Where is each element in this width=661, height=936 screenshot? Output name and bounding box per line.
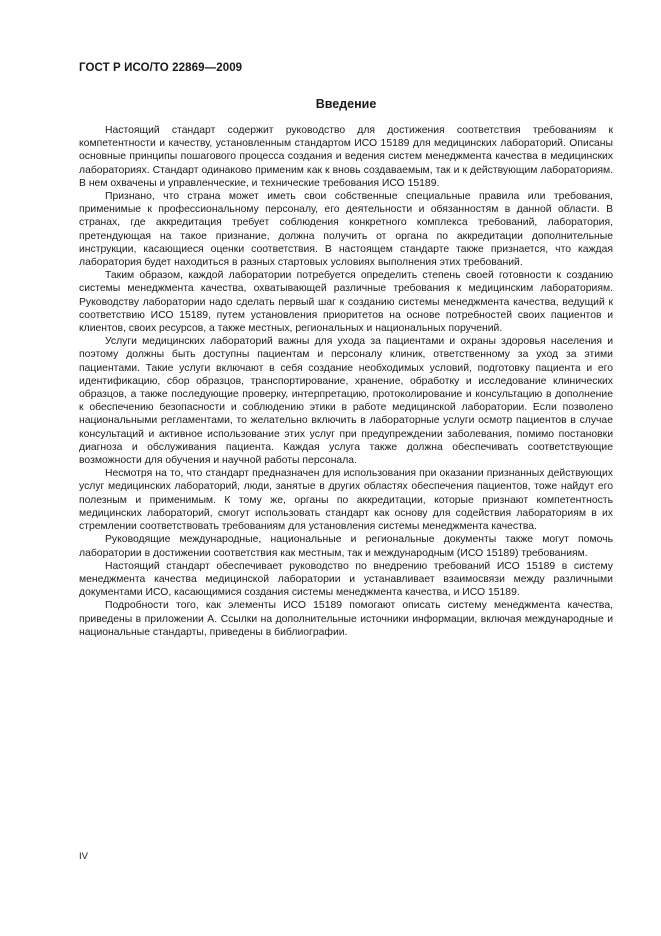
paragraph: Настоящий стандарт содержит руководство для достижения соответствия требованиям к компетентности и качеству, установленным стандартом ИСО 15189 для медицинских лабораторий. Описаны основные принципы пошагового процесса создания и ведения систем менеджмента качества в медицинских лабораториях. Стандарт одинаково применим как к вновь создаваемым, так и к действующим лабораториям. В нем охвачены и управленческие, и технические требования ИСО 15189. [79, 125, 613, 189]
paragraph: Таким образом, каждой лаборатории потребуется определить степень своей готовности к созданию системы менеджмента качества, охватывающей различные требования к медицинским лабораториям. Руководству лаборатории надо сделать первый шаг к созданию системы менеджмента качества, ведущий к соответствию ИСО 15189, путем установления приоритетов на основе потребностей своих пациентов и клиентов, своих ресурсов, а также местных, региональных и национальных поручений. [79, 270, 613, 335]
paragraph: Руководящие международные, национальные и региональные документы также могут помочь лаборатории в достижении соответствия как местным, так и международным (ИСО 15189) требованиям. [79, 534, 613, 559]
document-code-header: ГОСТ Р ИСО/ТО 22869—2009 [79, 62, 243, 74]
paragraph: Подробности того, как элементы ИСО 15189 помогают описать систему менеджмента качества, приведены в приложении А. Ссылки на дополнительные источники информации, включая международные и национальные стандарты, приведены в библиографии. [79, 600, 613, 638]
paragraph: Несмотря на то, что стандарт предназначен для использования при оказании признанных действующих услуг медицинских лабораторий, люди, занятые в других областях обеспечения пациентов, тоже найдут его полезным и применимым. К тому же, органы по аккредитации, которые признают компетентность медицинских лабораторий, смогут использовать стандарт как основу для содействия лабораториям в их стремлении соответствовать требованиям для установления системы менеджмента качества. [79, 468, 613, 533]
page-number: IV [79, 851, 88, 862]
paragraph: Услуги медицинских лабораторий важны для ухода за пациентами и охраны здоровья населения и поэтому должны быть доступны пациентам и персоналу клиник, ответственному за уход за этими пациентами. Такие услуги включают в себя создание необходимых условий, подготовку пациента и его идентификацию, сбор образцов, транспортирование, хранение, обработку и исследование клинических образцов, а также последующие проверку, интерпретацию, протоколирование и консультацию в дополнение к обеспечению безопасности и соблюдению этики в работе медицинской лаборатории. Если позволено национальными регламентами, то желательно включить в лабораторные услуги осмотр пациентов в случае консультаций и активное использование этих услуг при предупреждении заболевания, помимо постановки диагноза и обслуживания пациента. Каждая услуга также должна обеспечивать соответствующие возможности для обучения и научной работы персонала. [79, 336, 613, 467]
introduction-body [79, 124, 613, 639]
paragraph: Настоящий стандарт обеспечивает руководство по внедрению требований ИСО 15189 в систему менеджмента качества медицинской лаборатории и устанавливает взаимосвязи между различными документами ИСО, касающимися создания системы менеджмента качества, и ИСО 15189. [79, 560, 613, 599]
paragraph: Признано, что страна может иметь свои собственные специальные правила или требования, применимые к профессиональному персоналу, его деятельности и обязанностям в данной области. В странах, где аккредитация требует соблюдения конкретного комплекса требований, лаборатория, претендующая на такое признание, должна получить от органа по аккредитации дополнительные инструкции, касающиеся оценки соответствия. В настоящем стандарте также признается, что каждая лаборатория будет находиться в разных стартовых условиях выполнения этих требований. [79, 191, 613, 269]
section-title: Введение [315, 97, 377, 111]
